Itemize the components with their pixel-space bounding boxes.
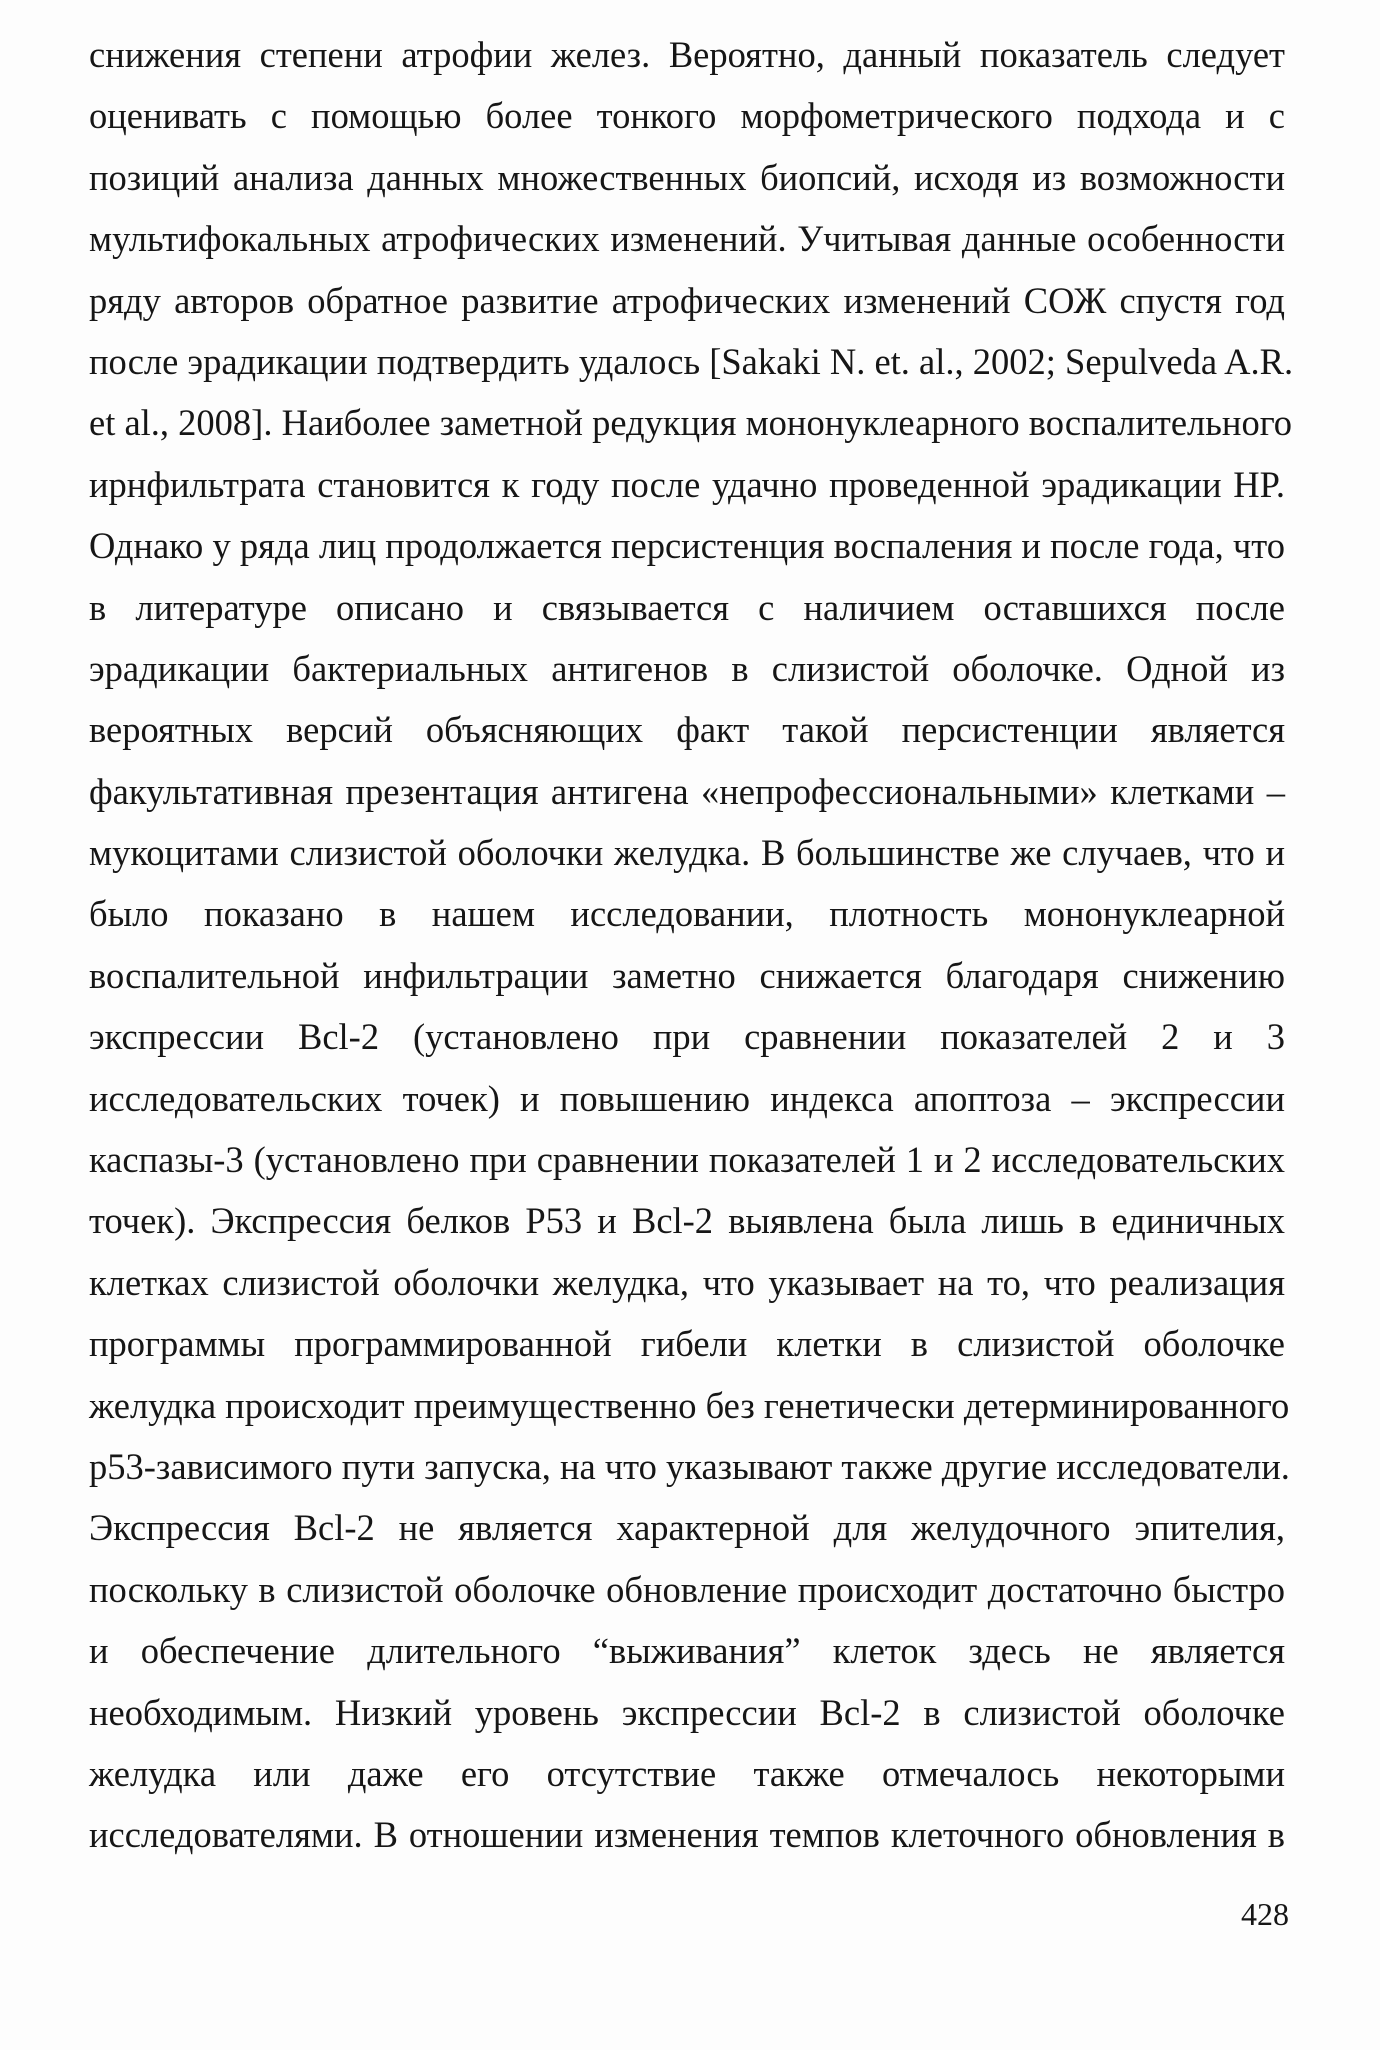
text-line: клетках слизистой оболочки желудка, что указывает на то, что реализация xyxy=(89,1261,1285,1303)
text-line: поскольку в слизистой оболочке обновление происходит достаточно быстро xyxy=(89,1568,1285,1610)
text-line: оценивать с помощью более тонкого морфометрического подхода и с xyxy=(89,95,1285,137)
text-line: необходимым. Низкий уровень экспрессии Bcl-2 в слизистой оболочке xyxy=(89,1691,1285,1733)
text-line: исследовательских точек) и повышению индекса апоптоза – экспрессии xyxy=(89,1077,1285,1119)
text-line: вероятных версий объясняющих факт такой персистенции является xyxy=(89,709,1285,751)
text-line: et al., 2008]. Наиболее заметной редукция мононуклеарного воспалительного xyxy=(89,402,1293,444)
page-number: 428 xyxy=(1241,1896,1289,1932)
text-line: желудка происходит преимущественно без генетически детерминированного xyxy=(89,1384,1290,1426)
text-line: эрадикации бактериальных антигенов в слизистой оболочке. Одной из xyxy=(89,647,1285,689)
text-line: после эрадикации подтвердить удалось [Sakaki N. et. al., 2002; Sepulveda A.R. xyxy=(89,340,1294,382)
text-line: желудка или даже его отсутствие также отмечалось некоторыми xyxy=(89,1752,1285,1794)
text-line: было показано в нашем исследовании, плотность мононуклеарной xyxy=(89,893,1285,935)
text-line: Экспрессия Bcl-2 не является характерной для желудочного эпителия, xyxy=(89,1507,1285,1549)
text-line: точек). Экспрессия белков P53 и Bcl-2 выявлена была лишь в единичных xyxy=(89,1200,1285,1242)
text-line: в литературе описано и связывается с наличием оставшихся после xyxy=(89,586,1285,628)
text-line: и обеспечение длительного “выживания” клеток здесь не является xyxy=(89,1630,1285,1672)
text-line: программы программированной гибели клетки в слизистой оболочке xyxy=(89,1323,1285,1365)
text-line: мукоцитами слизистой оболочки желудка. В большинстве же случаев, что и xyxy=(89,832,1285,874)
text-line: исследователями. В отношении изменения темпов клеточного обновления в xyxy=(89,1814,1285,1856)
text-line: мультифокальных атрофических изменений. Учитывая данные особенности xyxy=(89,218,1285,260)
text-line: воспалительной инфильтрации заметно снижается благодаря снижению xyxy=(89,954,1285,996)
text-line: p53-зависимого пути запуска, на что указывают также другие исследователи. xyxy=(89,1445,1290,1487)
text-line: каспазы-3 (установлено при сравнении показателей 1 и 2 исследовательских xyxy=(89,1139,1285,1181)
text-line: Однако у ряда лиц продолжается персистенция воспаления и после года, что xyxy=(89,525,1285,567)
text-line: снижения степени атрофии желез. Вероятно, данный показатель следует xyxy=(89,34,1285,75)
text-line: факультативная презентация антигена «непрофессиональными» клетками – xyxy=(89,770,1285,812)
text-line: ирнфильтрата становится к году после удачно проведенной эрадикации HP. xyxy=(89,463,1285,505)
text-line: позиций анализа данных множественных биопсий, исходя из возможности xyxy=(89,156,1285,198)
text-line: экспрессии Bcl-2 (установлено при сравнении показателей 2 и 3 xyxy=(89,1016,1285,1058)
text-line: ряду авторов обратное развитие атрофических изменений СОЖ спустя год xyxy=(89,279,1285,321)
body-text xyxy=(89,24,1294,1866)
